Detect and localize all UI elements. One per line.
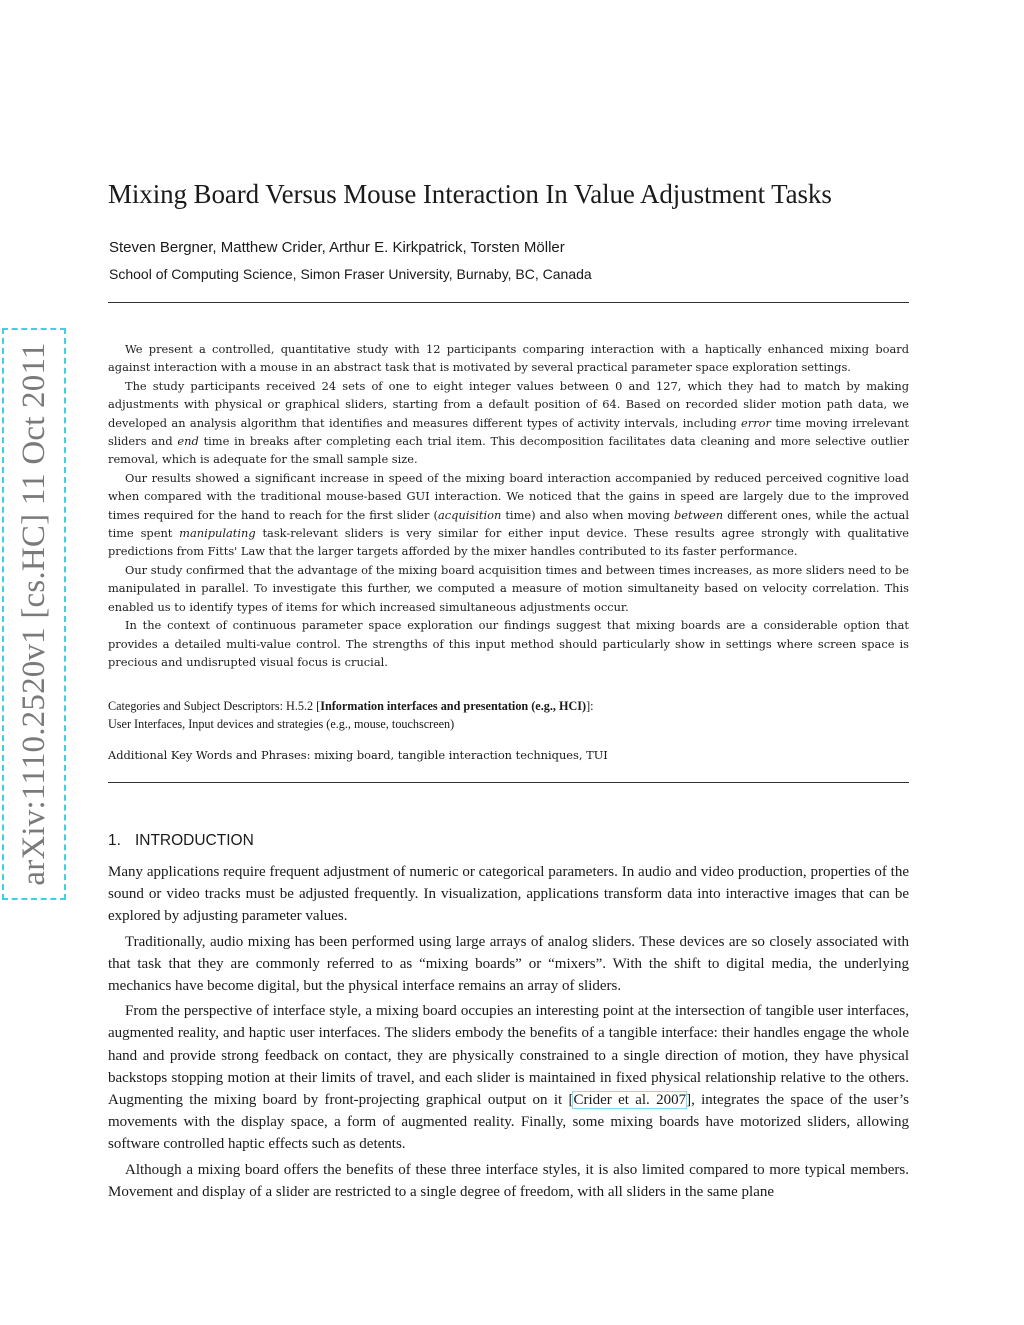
category-bold: Information interfaces and presentation (e.g., HCI) xyxy=(320,699,587,713)
subject-categories: Categories and Subject Descriptors: H.5.2 [Information interfaces and presentation (e.g., HCI)]: User Interfaces, Input devices and strategies (e.g., mouse, touchscreen) xyxy=(108,699,594,731)
arxiv-stamp[interactable] xyxy=(2,328,66,900)
abstract-paragraph: Our results showed a significant increase in speed of the mixing board interaction accompanied by reduced perceived cognitive load when compared with the traditional mouse-based GUI interaction. We noticed that the gains in speed are largely due to the improved times required for the hand to reach for the first slider (acquisition time) and also when moving between different ones, while the actual time spent manipulating task-relevant sliders is very similar for either input device. These results agree strongly with qualitative predictions from Fitts' Law that the larger targets afforded by the mixer handles contributed to its faster performance. xyxy=(108,470,909,559)
abstract-paragraph: In the context of continuous parameter space exploration our findings suggest that mixing boards are a considerable option that provides a detailed multi-value control. The strengths of this input method should particularly show in settings where screen space is precious and undisrupted visual focus is crucial. xyxy=(108,618,909,669)
introduction-body xyxy=(108,861,909,1206)
body-paragraph: Many applications require frequent adjustment of numeric or categorical parameters. In audio and video production, properties of the sound or video tracks must be adjusted frequently. In visualization, applications transform data into interactive images that can be explored by adjusting parameter values. xyxy=(108,864,909,925)
keywords: Additional Key Words and Phrases: mixing board, tangible interaction techniques, TUI xyxy=(108,748,608,762)
abstract-paragraph: We present a controlled, quantitative study with 12 participants comparing interaction with a haptically enhanced mixing board against interaction with a mouse in an abstract task that is motivated by several practical parameter space exploration settings. xyxy=(108,342,909,375)
emphasis-term: error xyxy=(741,415,771,430)
emphasis-term: acquisition xyxy=(437,507,502,522)
affiliation: School of Computing Science, Simon Fraser University, Burnaby, BC, Canada xyxy=(109,266,592,282)
abstract-bottom-divider xyxy=(108,782,909,783)
abstract xyxy=(108,340,909,671)
page-title: Mixing Board Versus Mouse Interaction In Value Adjustment Tasks xyxy=(108,179,832,209)
emphasis-term: between xyxy=(673,507,724,522)
body-paragraph: Traditionally, audio mixing has been performed using large arrays of analog sliders. These devices are so closely associated with that task that they are commonly referred to as “mixing boards” or “mixers”. With the shift to digital media, the underlying mechanics have become digital, but the physical interface remains an array of sliders. xyxy=(108,933,909,995)
section-number: 1. xyxy=(108,832,121,849)
author-list: Steven Bergner, Matthew Crider, Arthur E. Kirkpatrick, Torsten Möller xyxy=(109,239,565,256)
top-divider xyxy=(108,302,909,303)
section-title: INTRODUCTION xyxy=(134,832,254,849)
arxiv-identifier[interactable]: arXiv:1110.2520v1 [cs.HC] 11 Oct 2011 xyxy=(16,342,52,886)
abstract-paragraph: The study participants received 24 sets of one to eight integer values between 0 and 127, which they had to match by making adjustments with physical or graphical sliders, starting from a default position of 64. Based on recorded slider motion path data, we developed an analysis algorithm that identifies and measures different types of activity intervals, including error time moving irrelevant sliders and end time in breaks after completing each trial item. This decomposition facilitates data cleaning and more selective outlier removal, which is adequate for the small sample size. xyxy=(108,378,909,467)
abstract-paragraph: Our study confirmed that the advantage of the mixing board acquisition times and between times increases, as more sliders need to be manipulated in parallel. To investigate this further, we computed a measure of motion simultaneity based on velocity correlation. This enabled us to identify types of items for which increased simultaneous adjustments occur. xyxy=(108,562,909,614)
citation-link[interactable]: Crider et al. 2007 xyxy=(573,1092,687,1109)
emphasis-term: end xyxy=(177,434,199,449)
body-paragraph: Although a mixing board offers the benefits of these three interface styles, it is also limited compared to more typical members. Movement and display of a slider are restricted to a single degree of freedom, with all sliders in the same plane xyxy=(108,1161,909,1200)
section-heading xyxy=(108,830,254,852)
emphasis-term: manipulating xyxy=(179,526,256,541)
body-paragraph: From the perspective of interface style, a mixing board occupies an interesting point at the intersection of tangible user interfaces, augmented reality, and haptic user interfaces. The sliders embody the benefits of a tangible interface: their handles engage the whole hand and provide strong feedback on contact, they are physically constrained to a single direction of motion, they have physical backstops stopping motion at their limits of travel, and each slider is maintained in fixed physical relationship relative to the others. Augmenting the mixing board by front-projecting graphical output on it [Crider et al. 2007], integrates the space of the user’s movements with the display space, a form of augmented reality. Finally, some mixing boards have motorized sliders, allowing software controlled haptic effects such as detents. xyxy=(108,1003,909,1153)
